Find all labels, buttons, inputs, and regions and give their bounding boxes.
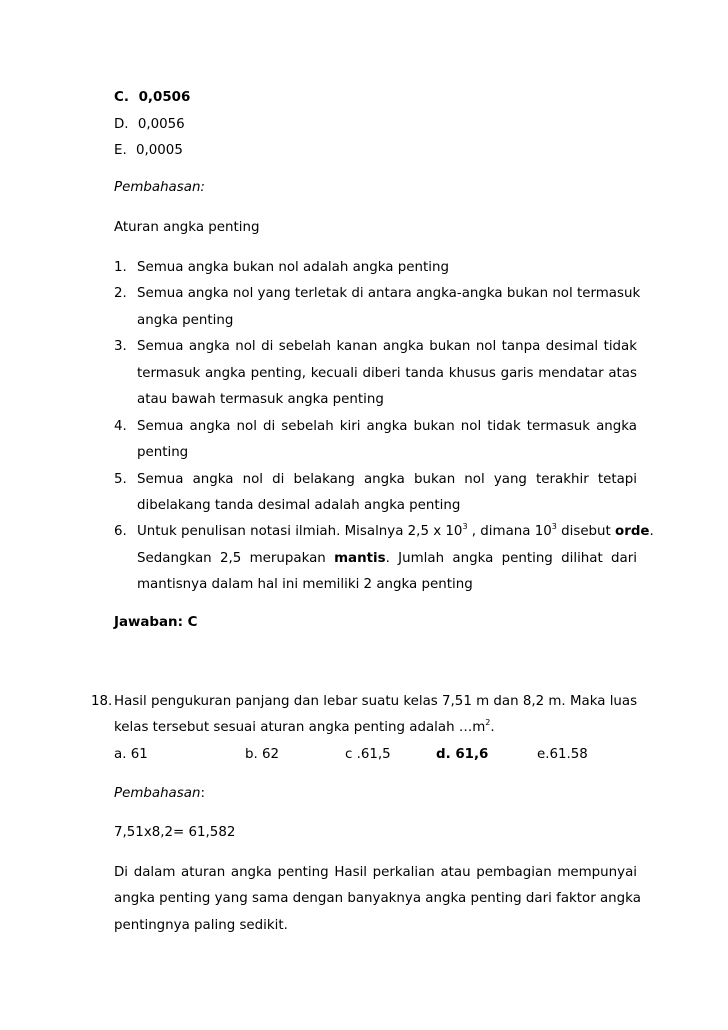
rule-number: 1. [114, 260, 127, 275]
option-d-letter: D. [114, 117, 129, 132]
rule6-text-f: . Jumlah angka penting dilihat dari [385, 551, 637, 566]
rule6-text-a: Untuk penulisan notasi ilmiah. Misalnya 2,5 x 10 [137, 524, 463, 539]
option-c-value: 0,0506 [138, 90, 191, 105]
rule-text: Semua angka nol di sebelah kanan angka bukan nol tanpa desimal tidak [137, 339, 637, 354]
rule-number: 3. [114, 339, 127, 354]
pembahasan-colon: : [200, 786, 205, 801]
rule-number: 2. [114, 286, 127, 301]
explanation-text: angka penting yang sama dengan banyaknya angka penting dari faktor angka [114, 891, 641, 906]
pembahasan-label: Pembahasan [114, 786, 201, 801]
rules-title: Aturan angka penting [114, 220, 260, 235]
rule-text: termasuk angka penting, kecuali diberi tanda khusus garis mendatar atas [137, 366, 637, 381]
rule-text [137, 522, 654, 539]
option-e [114, 143, 183, 158]
exponent: 2 [485, 718, 491, 727]
term-mantis: mantis [334, 551, 386, 566]
calculation: 7,51x8,2= 61,582 [114, 825, 236, 840]
rule-text: angka penting [137, 313, 234, 328]
answer-option-b: b. 62 [245, 747, 280, 762]
exponent: 3 [462, 522, 468, 531]
rule-text: mantisnya dalam hal ini memiliki 2 angka penting [137, 577, 473, 592]
rule-text [137, 551, 637, 566]
answer-option-d: d. 61,6 [436, 747, 489, 762]
option-c [114, 90, 190, 105]
question-number: 18. [91, 694, 113, 709]
rule-number: 6. [114, 524, 127, 539]
option-e-value: 0,0005 [135, 143, 183, 158]
answer-label: Jawaban: C [114, 615, 198, 630]
rule-number: 4. [114, 419, 127, 434]
rule6-text-d: . [649, 524, 654, 539]
question-text-main: kelas tersebut sesuai aturan angka penting adalah …m [114, 720, 486, 735]
rule-number: 5. [114, 472, 127, 487]
rule-text: penting [137, 445, 189, 460]
rule-text: Semua angka nol di belakang angka bukan nol yang terakhir tetapi [137, 472, 637, 487]
term-orde: orde [615, 524, 650, 539]
rule6-text-c: disebut [556, 524, 616, 539]
option-d-value: 0,0056 [137, 117, 185, 132]
answer-option-a: a. 61 [114, 747, 148, 762]
rule6-text-e: Sedangkan 2,5 merupakan [137, 551, 335, 566]
rule-text: Semua angka nol di sebelah kiri angka bukan nol tidak termasuk angka [137, 419, 637, 434]
rule-text: Semua angka bukan nol adalah angka penting [137, 260, 449, 275]
option-c-letter: C. [114, 90, 129, 105]
question-text: Hasil pengukuran panjang dan lebar suatu kelas 7,51 m dan 8,2 m. Maka luas [114, 694, 638, 709]
question-text-end: . [490, 720, 495, 735]
option-e-letter: E. [114, 143, 127, 158]
rule6-text-b: , dimana 10 [467, 524, 552, 539]
pembahasan-heading: Pembahasan: [114, 180, 205, 195]
pembahasan-heading [114, 786, 205, 801]
rule-text: dibelakang tanda desimal adalah angka penting [137, 498, 461, 513]
question-text [114, 720, 495, 735]
option-d [114, 117, 185, 132]
rule-text: Semua angka nol yang terletak di antara angka-angka bukan nol termasuk [137, 286, 641, 301]
answer-option-c: c .61,5 [345, 747, 391, 762]
rule-text: atau bawah termasuk angka penting [137, 392, 384, 407]
exponent: 3 [551, 522, 557, 531]
answer-option-e: e.61.58 [537, 747, 588, 762]
explanation-text: pentingnya paling sedikit. [114, 918, 288, 933]
explanation-text: Di dalam aturan angka penting Hasil perkalian atau pembagian mempunyai [114, 865, 637, 880]
